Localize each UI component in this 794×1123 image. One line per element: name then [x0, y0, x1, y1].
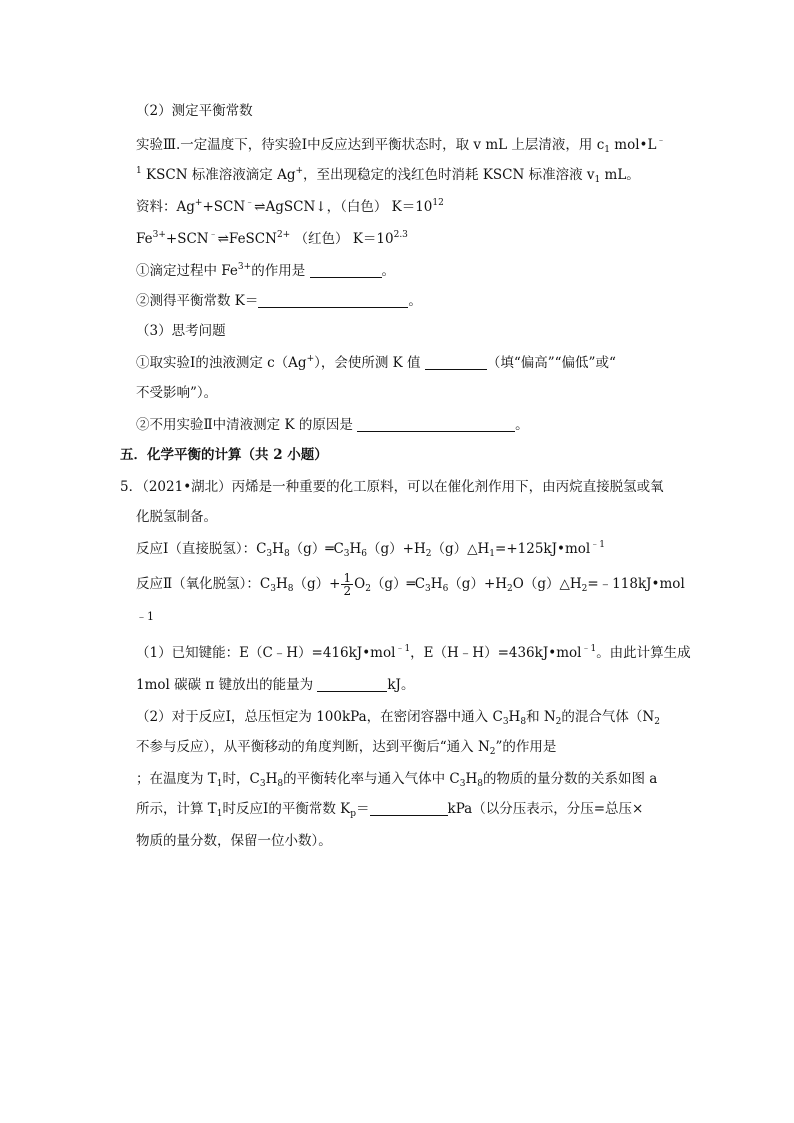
data-line2: $Fe^{3+}+SCN^﹣\rightleftharpoons FeSCN^{2+}$ （红色） $K=10^{2.3}$: [136, 230, 408, 247]
reaction-1: 反应Ⅰ（直接脱氢）：$C_3H_8(g)═C_3H_6(g)+H_2(g)\triangle H_1=+125kJ•mol^{﹣1}$: [136, 540, 605, 559]
part3-question1-cont: 不受影响”）。: [136, 385, 218, 401]
answer-blank[interactable]: [310, 263, 382, 278]
part2-heading: （2）测定平衡常数: [136, 103, 253, 119]
q5-part2-line3: ；在温度为 $T_1$时，$C_3H_8$的平衡转化率与通入气体中 $C_3H_8$的物质的量分数的关系如图 a: [136, 771, 658, 789]
q5-stem-line2: 化脱氢制备。: [136, 509, 217, 525]
q5-stem-line1: 5．（2021•湖北）丙烯是一种重要的化工原料，可以在催化剂作用下，由丙烷直接脱氢或氧: [120, 479, 664, 495]
part2-question2: ②测得平衡常数 K＝ 。: [136, 293, 422, 309]
q5-part1: （1）已知键能：E（C﹣H）=416kJ•mol$^{﹣1}$，E（H﹣H）=436kJ•mol$^{﹣1}$。由此计算生成: [136, 644, 691, 661]
answer-blank[interactable]: [317, 677, 387, 692]
reaction-2-cont: ﹣1: [136, 610, 154, 623]
exp3-line2: $^1$ KSCN 标准溶液滴定 Ag+，至出现稳定的浅红色时消耗 KSCN 标准溶液 $v_1$ mL。: [136, 166, 640, 185]
answer-blank[interactable]: [258, 293, 408, 308]
q5-part2-line4: 所示，计算 $T_1$时反应Ⅰ的平衡常数 $K_p= kPa$（以分压表示，分压=总压×: [136, 801, 644, 819]
part3-question1: ①取实验Ⅰ的浊液测定 c（Ag+），会使所测 K 值 （填“偏高”“偏低”或“: [136, 354, 616, 371]
reaction-2: 反应Ⅱ（氧化脱氢）：$C_3H_8(g)+$ $\frac{1}{2}$ $O_2(g)═C_3H_6(g)+H_2O(g)\triangle H_2=﹣118kJ•mol$: [136, 571, 685, 598]
answer-blank[interactable]: [370, 801, 448, 816]
q5-part2-line2: 不参与反应），从平衡移动的角度判断，达到平衡后“通入 $N_2$”的作用是: [136, 739, 557, 757]
answer-blank[interactable]: [357, 417, 515, 432]
fraction-one-half: $\frac{1}{2}$: [343, 571, 352, 598]
q5-part1-cont: 1mol 碳碳 π 键放出的能量为 kJ。: [136, 677, 415, 693]
data-line1: 资料：Ag++SCN﹣⇌AgSCN↓，（白色） $K=10^{12}$: [136, 198, 444, 215]
q5-part2-line1: （2）对于反应Ⅰ，总压恒定为 100kPa，在密闭容器中通入 $C_3H_8$和 $N_2$的混合气体（$N_2$: [136, 709, 660, 727]
section-title: 五．化学平衡的计算（共 2 小题）: [120, 447, 328, 463]
answer-blank[interactable]: [425, 355, 487, 370]
part3-heading: （3）思考问题: [136, 323, 226, 339]
q5-part2-line5: 物质的量分数，保留一位小数）。: [136, 833, 332, 849]
part2-question1: ①滴定过程中 $Fe^{3+}$的作用是 。: [136, 262, 395, 279]
exp3-line1: 实验Ⅲ.一定温度下，待实验Ⅰ中反应达到平衡状态时，取 v mL 上层清液，用 $c_1$ mol•L﹣: [136, 136, 666, 155]
part3-question2: ②不用实验Ⅱ中清液测定 K 的原因是 。: [136, 417, 529, 433]
